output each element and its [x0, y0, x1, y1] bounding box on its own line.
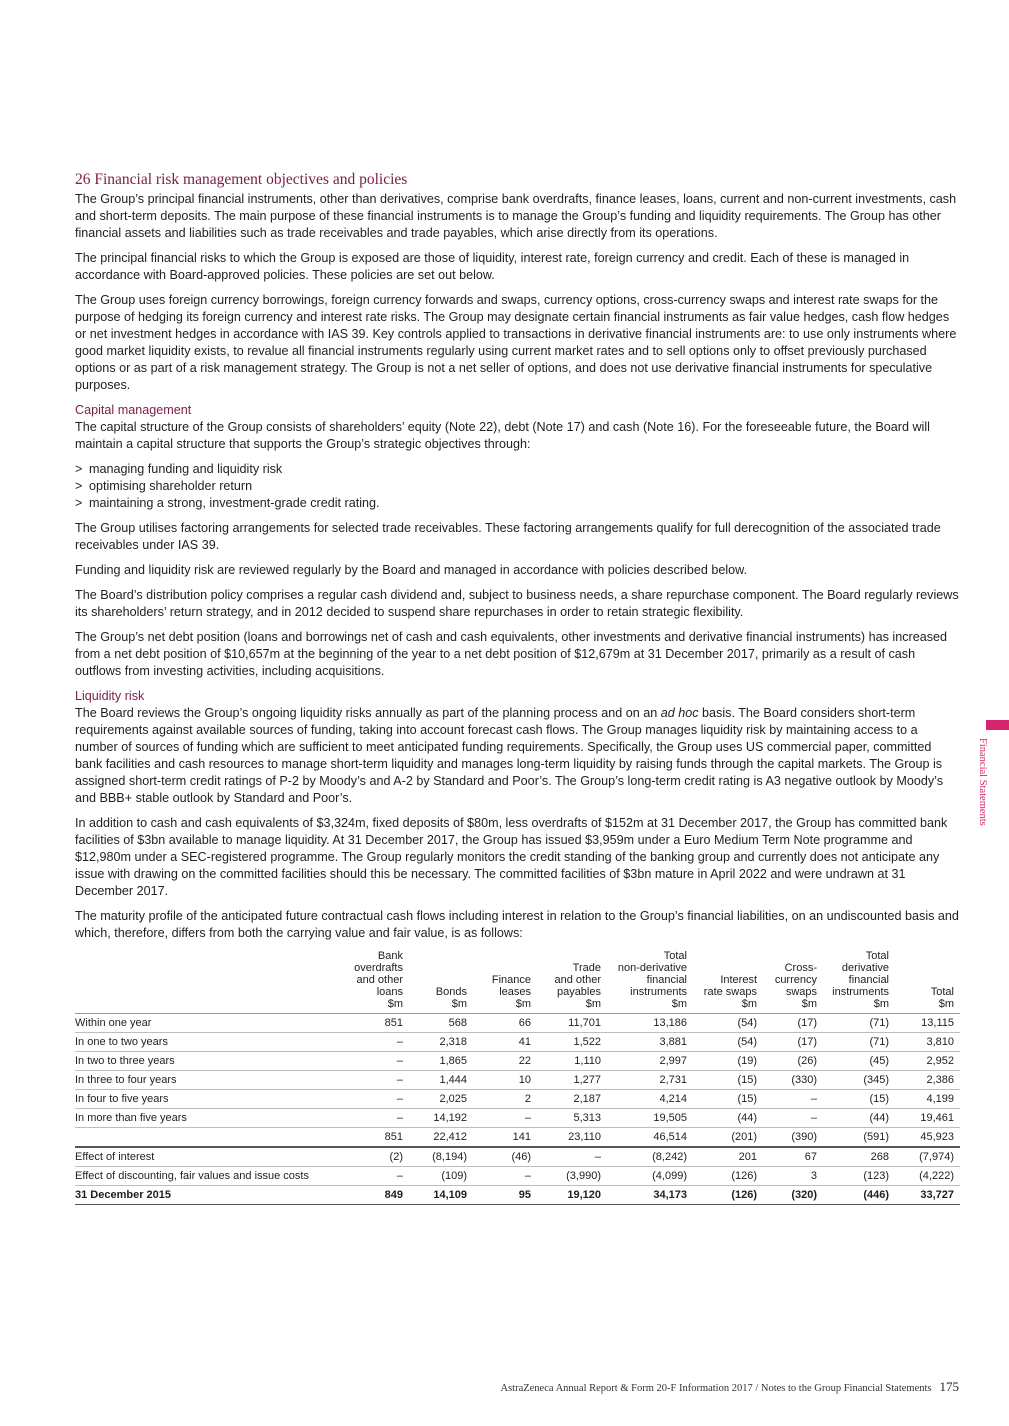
table-cell: – — [473, 1109, 537, 1128]
table-cell: 2,318 — [409, 1033, 473, 1052]
header-line: Cross- — [784, 962, 817, 974]
table-cell: 46,514 — [607, 1128, 693, 1148]
table-cell: (19) — [693, 1052, 763, 1071]
table-cell: 2,187 — [537, 1090, 607, 1109]
table-cell: (591) — [823, 1128, 895, 1148]
intro-paragraph: The Group uses foreign currency borrowings, foreign currency forwards and swaps, currency options, cross-currency swaps and interest rate swaps for the purpose of hedging its foreign currency and interest rate risks. The Group may designate certain financial instruments as fair value hedges, cash flow hedges or net investment hedges in accordance with IAS 39. Key controls applied to transactions in derivative financial instruments are: to use only instruments where good market liquidity exists, to revalue all financial instruments regularly using current market rates and to sell options only to offset previously purchased options or as part of a risk management strategy. The Group is not a net seller of options, and does not use derivative financial instruments for speculative purposes. — [75, 293, 957, 392]
page-number: 175 — [939, 1379, 959, 1394]
page-content — [75, 170, 960, 1205]
header-line: overdrafts — [354, 962, 403, 974]
header-line: Bonds — [435, 986, 467, 998]
header-line: and other — [356, 974, 403, 986]
table-cell: (8,194) — [409, 1147, 473, 1167]
table-cell: (15) — [823, 1090, 895, 1109]
capital-paragraph: The Board’s distribution policy comprises a regular cash dividend and, subject to business needs, a share repurchase component. The Board regularly reviews its shareholders’ return strategy, and in 2012 decided to suspend share repurchases in order to retain strategic flexibility. — [75, 588, 959, 619]
table-cell: 849 — [335, 1186, 409, 1205]
header-line: loans — [376, 986, 403, 998]
header-line: Total — [663, 950, 687, 962]
table-row — [75, 1071, 960, 1090]
table-cell: 141 — [473, 1128, 537, 1148]
header-cell — [693, 950, 763, 1014]
header-cell — [823, 950, 895, 1014]
table-cell: 14,109 — [409, 1186, 473, 1205]
table-cell: 5,313 — [537, 1109, 607, 1128]
header-line: rate swaps — [703, 986, 757, 998]
table-row — [75, 1033, 960, 1052]
table-cell: 22,412 — [409, 1128, 473, 1148]
capital-paragraph: The Group’s net debt position (loans and borrowings net of cash and cash equivalents, other investments and derivative financial instruments) has increased from a net debt position of $10,657m at the beginning of the year to a net debt position of $12,679m at 31 December 2017, primarily as a result of cash outflows from investing activities, including acquisitions. — [75, 630, 948, 678]
table-cell: 2,386 — [895, 1071, 960, 1090]
header-line: $m — [515, 998, 531, 1010]
header-line: $m — [451, 998, 467, 1010]
maturity-profile-table — [75, 950, 960, 1205]
table-cell: (44) — [693, 1109, 763, 1128]
page-footer — [500, 1379, 959, 1395]
table-cell: (126) — [693, 1186, 763, 1205]
header-line: derivative — [841, 962, 889, 974]
header-cell — [607, 950, 693, 1014]
header-cell — [895, 950, 960, 1014]
table-row — [75, 1052, 960, 1071]
table-cell: 45,923 — [895, 1128, 960, 1148]
header-cell — [335, 950, 409, 1014]
table-cell: – — [335, 1033, 409, 1052]
table-cell: – — [335, 1071, 409, 1090]
table-cell: 4,214 — [607, 1090, 693, 1109]
table-cell: (126) — [693, 1167, 763, 1186]
table-cell: – — [763, 1109, 823, 1128]
table-cell: 1,277 — [537, 1071, 607, 1090]
table-cell: (17) — [763, 1014, 823, 1033]
table-cell: 3 — [763, 1167, 823, 1186]
section-side-label: Financial Statements — [977, 738, 988, 826]
table-cell: 3,881 — [607, 1033, 693, 1052]
table-cell: (109) — [409, 1167, 473, 1186]
table-cell: 33,727 — [895, 1186, 960, 1205]
header-line: financial — [646, 974, 687, 986]
row-label: Within one year — [75, 1014, 335, 1033]
table-body — [75, 1014, 960, 1205]
table-cell: (54) — [693, 1014, 763, 1033]
table-cell: (8,242) — [607, 1147, 693, 1167]
header-line: $m — [938, 998, 954, 1010]
table-cell: 19,505 — [607, 1109, 693, 1128]
header-line: $m — [387, 998, 403, 1010]
table-row — [75, 1186, 960, 1205]
table-cell: (390) — [763, 1128, 823, 1148]
table-cell: (330) — [763, 1071, 823, 1090]
table-cell: (15) — [693, 1090, 763, 1109]
section-tab-marker — [986, 720, 1009, 730]
table-cell: – — [763, 1090, 823, 1109]
header-line: and other — [554, 974, 601, 986]
table-cell: (4,099) — [607, 1167, 693, 1186]
row-label: Effect of interest — [75, 1147, 335, 1167]
table-cell: 2,731 — [607, 1071, 693, 1090]
italic-text: ad hoc — [660, 706, 699, 720]
header-line: currency — [774, 974, 817, 986]
header-line: Total — [865, 950, 889, 962]
header-cell — [409, 950, 473, 1014]
table-cell: 2,952 — [895, 1052, 960, 1071]
table-cell: 2,025 — [409, 1090, 473, 1109]
table-cell: (44) — [823, 1109, 895, 1128]
header-line: $m — [585, 998, 601, 1010]
table-cell: (7,974) — [895, 1147, 960, 1167]
text-run: basis. The Board considers short-term requirements against available sources of funding, taking into account forecast cash flows. The Group manages liquidity risk by maintaining access to a number of sources of funding which are sufficient to meet anticipated funding requirements. Specifically, the Group uses US commercial paper, committed bank facilities and cash resources to manage short-term liquidity and manages long-term liquidity by raising funds through the capital markets. The Group is assigned short-term credit ratings of P-2 by Moody’s and A-2 by Standard and Poor’s. The Group’s long-term credit rating is A3 negative outlook by Moody’s and BBB+ stable outlook by Standard and Poor’s. — [75, 706, 944, 805]
table-cell: 14,192 — [409, 1109, 473, 1128]
table-cell: 2 — [473, 1090, 537, 1109]
row-label: In four to five years — [75, 1090, 335, 1109]
bullet-item: > managing funding and liquidity risk — [75, 461, 960, 478]
table-cell: (4,222) — [895, 1167, 960, 1186]
table-cell: (123) — [823, 1167, 895, 1186]
intro-paragraph: The Group’s principal financial instruments, other than derivatives, comprise bank overdrafts, finance leases, loans, current and non-current investments, cash and short-term deposits. The main purpose of these financial instruments is to manage the Group’s funding and liquidity requirements. The Group has other financial assets and liabilities such as trade receivables and trade payables, which arise directly from its operations. — [75, 192, 957, 240]
header-cell — [537, 950, 607, 1014]
table-cell: (26) — [763, 1052, 823, 1071]
header-line: $m — [873, 998, 889, 1010]
table-row — [75, 1109, 960, 1128]
capital-paragraph: Funding and liquidity risk are reviewed regularly by the Board and managed in accordance with policies described below. — [75, 563, 748, 577]
table-cell: 67 — [763, 1147, 823, 1167]
table-cell: 2,997 — [607, 1052, 693, 1071]
header-line: swaps — [785, 986, 817, 998]
table-cell: 201 — [693, 1147, 763, 1167]
table-cell: 1,110 — [537, 1052, 607, 1071]
capital-paragraph: The capital structure of the Group consists of shareholders’ equity (Note 22), debt (Note 17) and cash (Note 16). For the foreseeable future, the Board will maintain a capital structure that supports the Group’s strategic objectives through: — [75, 420, 930, 451]
table-cell: 268 — [823, 1147, 895, 1167]
table-cell: (71) — [823, 1033, 895, 1052]
table-row — [75, 1090, 960, 1109]
table-cell: 23,110 — [537, 1128, 607, 1148]
table-cell: (45) — [823, 1052, 895, 1071]
table-row — [75, 1014, 960, 1033]
header-line: instruments — [630, 986, 687, 998]
liquidity-paragraph: In addition to cash and cash equivalents of $3,324m, fixed deposits of $80m, less overdrafts of $152m at 31 December 2017, the Group has committed bank facilities of $3bn available to manage liquidity. At 31 December 2017, the Group has issued $3,959m under a Euro Medium Term Note programme and $12,980m under a SEC-registered programme. The Group regularly monitors the credit standing of the banking group and currently does not anticipate any issue with drawing on the committed facilities should this be necessary. The committed facilities of $3bn mature in April 2022 and were undrawn at 31 December 2017. — [75, 816, 948, 898]
table-cell: (15) — [693, 1071, 763, 1090]
row-label: 31 December 2015 — [75, 1186, 335, 1205]
row-label: In three to four years — [75, 1071, 335, 1090]
table-cell: (320) — [763, 1186, 823, 1205]
header-cell — [75, 950, 335, 1014]
header-line: Interest — [720, 974, 757, 986]
footer-text: AstraZeneca Annual Report & Form 20-F Information 2017 / Notes to the Group Financial Statements — [500, 1383, 932, 1394]
header-line: Total — [930, 986, 954, 998]
header-line: payables — [556, 986, 601, 998]
header-line: non-derivative — [617, 962, 687, 974]
table-cell: 19,120 — [537, 1186, 607, 1205]
liquidity-risk-heading: Liquidity risk — [75, 689, 145, 703]
text-run: The Board reviews the Group’s ongoing liquidity risks annually as part of the planning process and on an — [75, 706, 661, 720]
table-cell: 11,701 — [537, 1014, 607, 1033]
table-cell: (54) — [693, 1033, 763, 1052]
table-cell: 1,444 — [409, 1071, 473, 1090]
row-label — [75, 1128, 335, 1148]
table-row — [75, 1147, 960, 1167]
section-title: 26 Financial risk management objectives and policies — [75, 171, 408, 188]
row-label: In one to two years — [75, 1033, 335, 1052]
table-cell: 22 — [473, 1052, 537, 1071]
table-cell: – — [335, 1090, 409, 1109]
row-label: In two to three years — [75, 1052, 335, 1071]
table-cell: 1,522 — [537, 1033, 607, 1052]
header-line: Bank — [377, 950, 403, 962]
table-cell: 568 — [409, 1014, 473, 1033]
liquidity-paragraph — [75, 705, 960, 807]
row-label: In more than five years — [75, 1109, 335, 1128]
header-line: $m — [741, 998, 757, 1010]
row-label: Effect of discounting, fair values and issue costs — [75, 1167, 335, 1186]
table-header-row — [75, 950, 960, 1014]
table-cell: 13,186 — [607, 1014, 693, 1033]
table-cell: 66 — [473, 1014, 537, 1033]
header-line: $m — [801, 998, 817, 1010]
table-cell: 851 — [335, 1128, 409, 1148]
table-cell: (446) — [823, 1186, 895, 1205]
table-cell: (3,990) — [537, 1167, 607, 1186]
capital-paragraph: The Group utilises factoring arrangements for selected trade receivables. These factoring arrangements qualify for full derecognition of the associated trade receivables under IAS 39. — [75, 521, 941, 552]
table-cell: – — [335, 1109, 409, 1128]
table-cell: 41 — [473, 1033, 537, 1052]
table-cell: (2) — [335, 1147, 409, 1167]
table-row — [75, 1167, 960, 1186]
header-line: leases — [499, 986, 531, 998]
capital-management-heading: Capital management — [75, 403, 192, 417]
table-cell: (17) — [763, 1033, 823, 1052]
header-cell — [473, 950, 537, 1014]
header-line: financial — [848, 974, 889, 986]
table-cell: 851 — [335, 1014, 409, 1033]
table-cell: 4,199 — [895, 1090, 960, 1109]
table-cell: 3,810 — [895, 1033, 960, 1052]
table-cell: – — [537, 1147, 607, 1167]
header-line: Trade — [572, 962, 601, 974]
table-cell: 1,865 — [409, 1052, 473, 1071]
table-cell: (345) — [823, 1071, 895, 1090]
table-cell: (201) — [693, 1128, 763, 1148]
header-line: $m — [671, 998, 687, 1010]
table-cell: 34,173 — [607, 1186, 693, 1205]
table-cell: 19,461 — [895, 1109, 960, 1128]
bullet-item: > maintaining a strong, investment-grade credit rating. — [75, 495, 960, 512]
header-line: instruments — [832, 986, 889, 998]
table-cell: – — [473, 1167, 537, 1186]
table-cell: (46) — [473, 1147, 537, 1167]
table-cell: (71) — [823, 1014, 895, 1033]
liquidity-paragraph: The maturity profile of the anticipated future contractual cash flows including interest in relation to the Group’s financial liabilities, on an undiscounted basis and which, therefore, differs from both the carrying value and fair value, is as follows: — [75, 909, 959, 940]
table-cell: 95 — [473, 1186, 537, 1205]
capital-bullet-list — [75, 461, 960, 512]
header-cell — [763, 950, 823, 1014]
table-cell: – — [335, 1052, 409, 1071]
table-cell: – — [335, 1167, 409, 1186]
table-cell: 13,115 — [895, 1014, 960, 1033]
intro-paragraph: The principal financial risks to which the Group is exposed are those of liquidity, interest rate, foreign currency and credit. Each of these is managed in accordance with Board-approved policies. These policies are set out below. — [75, 251, 910, 282]
table-cell: 10 — [473, 1071, 537, 1090]
header-line: Finance — [491, 974, 531, 986]
table-row — [75, 1128, 960, 1148]
bullet-item: > optimising shareholder return — [75, 478, 960, 495]
